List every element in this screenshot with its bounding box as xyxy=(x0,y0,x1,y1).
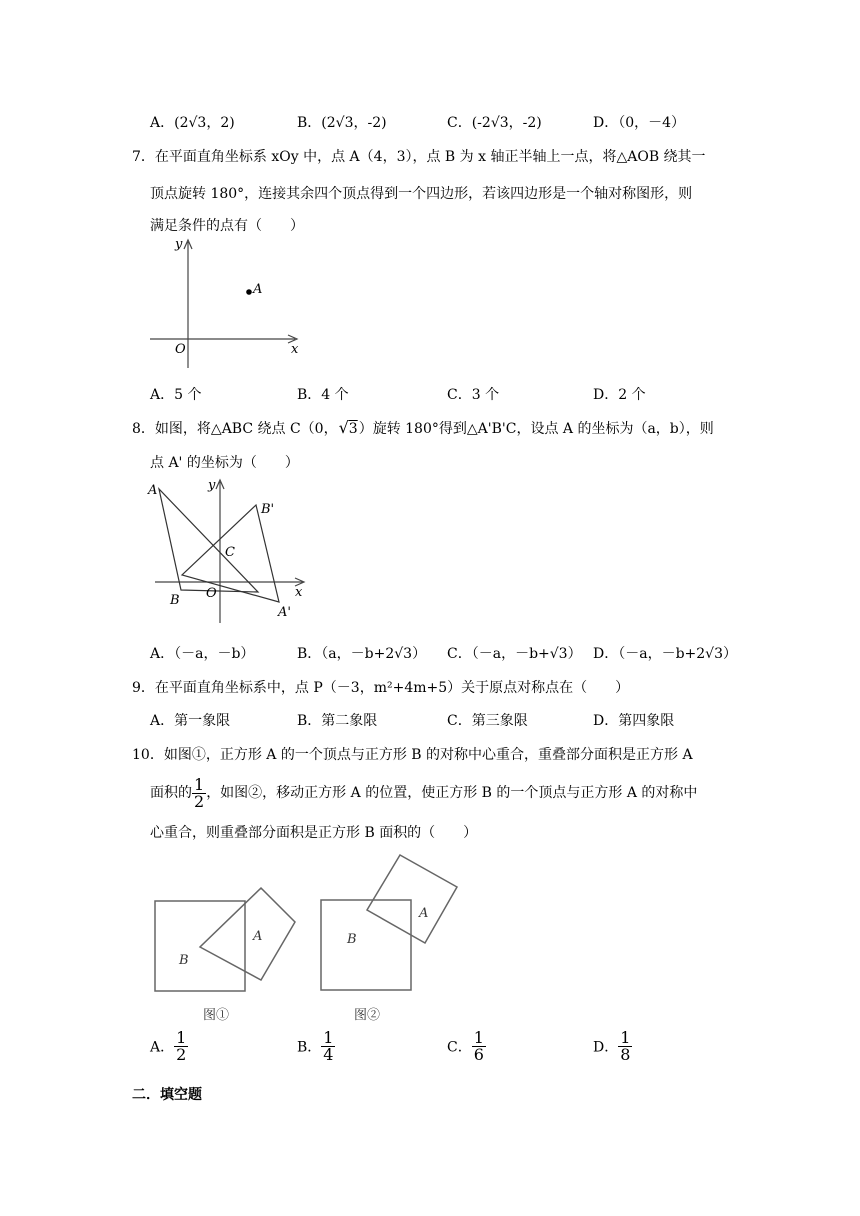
origin-label: O xyxy=(175,342,186,357)
denominator: 4 xyxy=(323,1045,334,1064)
option-label: D． xyxy=(593,1039,619,1056)
option-text: （－a，－b+2√3） xyxy=(618,646,738,662)
q7-line1: 在平面直角坐标系 xOy 中，点 A（4，3），点 B 为 x 轴正半轴上一点，将△AOB 绕其一 xyxy=(154,149,706,165)
section-heading-fill-in: 二．填空题 xyxy=(132,1087,202,1103)
q10-figure-1 xyxy=(150,880,305,1030)
option-label: B． xyxy=(297,1039,322,1056)
q6-option-b xyxy=(297,112,387,132)
q9-option-b xyxy=(297,710,377,730)
option-text: （0，－4） xyxy=(618,115,686,131)
option-label: B． xyxy=(297,115,322,131)
square-a xyxy=(367,855,457,943)
question-number: 7． xyxy=(132,149,155,165)
option-label: C． xyxy=(447,115,472,131)
option-label: C． xyxy=(447,1039,472,1056)
q7-line3: 满足条件的点有（ ） xyxy=(150,218,304,234)
option-text: (2√3，2) xyxy=(174,115,235,131)
q9-option-d xyxy=(593,710,674,730)
q9-option-a xyxy=(150,710,230,730)
point-a-label: A xyxy=(148,483,158,498)
square-a xyxy=(200,888,295,980)
option-text: 4 个 xyxy=(321,387,349,403)
option-fraction xyxy=(618,1030,632,1063)
option-label: A． xyxy=(150,646,175,662)
origin-label: O xyxy=(206,586,217,601)
q7-option-b xyxy=(297,384,349,404)
numerator: 1 xyxy=(194,774,205,794)
option-label: D． xyxy=(593,646,619,662)
numerator: 1 xyxy=(176,1028,187,1047)
q8-option-d xyxy=(593,643,737,663)
q10-option-c xyxy=(447,1030,486,1063)
point-b-label: B xyxy=(170,593,180,608)
point-a2-label: A' xyxy=(278,605,291,620)
option-text: （a，－b+2√3） xyxy=(321,646,427,662)
square-b xyxy=(321,900,411,990)
q6-option-d xyxy=(593,112,685,132)
q8-line2: 点 A' 的坐标为（ ） xyxy=(150,455,299,471)
option-fraction xyxy=(321,1030,335,1063)
label-a: A xyxy=(419,906,429,921)
point-c-label: C xyxy=(225,545,235,560)
axis-y-label: y xyxy=(175,237,183,252)
option-label: A． xyxy=(150,1039,175,1056)
option-label: C． xyxy=(447,387,472,403)
denominator: 6 xyxy=(473,1045,484,1064)
q9-stem xyxy=(132,677,629,697)
point-b2-label: B' xyxy=(261,502,275,517)
option-label: B． xyxy=(297,713,322,729)
option-text: （－a，－b+√3） xyxy=(471,646,582,662)
option-label: C． xyxy=(447,646,472,662)
q8-option-a xyxy=(150,643,254,663)
q7-option-c xyxy=(447,384,499,404)
q6-option-c xyxy=(447,112,542,132)
option-fraction xyxy=(472,1030,486,1063)
option-label: B． xyxy=(297,646,322,662)
q8-option-b xyxy=(297,643,426,663)
axis-x-label: x xyxy=(291,342,299,357)
option-label: D． xyxy=(593,713,619,729)
option-text: 3 个 xyxy=(471,387,500,403)
option-text: (-2√3，-2) xyxy=(471,115,542,131)
q8-option-c xyxy=(447,643,582,663)
q10-line1: 如图①，正方形 A 的一个顶点与正方形 B 的对称中心重合，重叠部分面积是正方形 A xyxy=(163,747,693,763)
q9-option-c xyxy=(447,710,528,730)
q7-coordinate-figure xyxy=(145,235,310,370)
q7-option-a xyxy=(150,384,201,404)
q10-option-b xyxy=(297,1030,335,1063)
q10-option-d xyxy=(593,1030,632,1063)
option-text: 第一象限 xyxy=(174,713,231,729)
label-a: A xyxy=(253,929,263,944)
q10-figure-2 xyxy=(315,850,470,1030)
q8-line1b: ）旋转 180°得到△A'B'C，设点 A 的坐标为（a，b），则 xyxy=(358,421,714,437)
question-number: 10． xyxy=(132,747,164,763)
option-label: A． xyxy=(150,713,175,729)
option-label: A． xyxy=(150,387,175,403)
sqrt3-symbol: √3 xyxy=(338,418,358,437)
option-text: 5 个 xyxy=(174,387,202,403)
option-text: （－a，－b） xyxy=(174,646,255,662)
triangle-abc xyxy=(159,489,258,592)
option-label: D． xyxy=(593,387,619,403)
q10-line2b: ，如图②，移动正方形 A 的位置，使正方形 B 的一个顶点与正方形 A 的对称中 xyxy=(206,785,698,801)
axis-x-label: x xyxy=(295,585,303,600)
fraction-half xyxy=(192,774,206,811)
q7-line2: 顶点旋转 180°，连接其余四个顶点得到一个四边形，若该四边形是一个轴对称图形，则 xyxy=(150,186,693,202)
q8-rotation-figure xyxy=(145,475,310,625)
label-b: B xyxy=(179,953,189,968)
option-label: B． xyxy=(297,387,322,403)
numerator: 1 xyxy=(620,1028,631,1047)
question-number: 9． xyxy=(132,680,155,696)
denominator: 2 xyxy=(176,1045,187,1064)
option-text: 第四象限 xyxy=(618,713,675,729)
point-a-dot xyxy=(246,289,252,295)
option-text: 2 个 xyxy=(618,387,646,403)
q10-line3: 心重合，则重叠部分面积是正方形 B 面积的（ ） xyxy=(150,825,478,841)
point-a-label: A xyxy=(253,282,263,297)
numerator: 1 xyxy=(473,1028,484,1047)
q10-option-a xyxy=(150,1030,188,1063)
label-b: B xyxy=(347,932,357,947)
q10-line2a: 面积的 xyxy=(150,785,192,801)
option-label: D． xyxy=(593,115,619,131)
axis-y-label: y xyxy=(208,478,216,493)
caption-figure-2: 图② xyxy=(354,1008,381,1023)
question-number: 8． xyxy=(132,421,155,437)
q6-option-a xyxy=(150,112,235,132)
option-text: 第二象限 xyxy=(321,713,378,729)
caption-figure-1: 图① xyxy=(203,1008,230,1023)
option-label: A． xyxy=(150,115,175,131)
option-text: (2√3，-2) xyxy=(321,115,387,131)
q9-line1: 在平面直角坐标系中，点 P（－3，m²+4m+5）关于原点对称点在（ ） xyxy=(154,680,630,696)
option-fraction xyxy=(174,1030,188,1063)
option-text: 第三象限 xyxy=(471,713,528,729)
q8-line1a: 如图，将△ABC 绕点 C（0， xyxy=(154,421,338,437)
denominator: 8 xyxy=(620,1045,631,1064)
option-label: C． xyxy=(447,713,472,729)
q7-option-d xyxy=(593,384,646,404)
denominator: 2 xyxy=(194,791,205,811)
numerator: 1 xyxy=(323,1028,334,1047)
